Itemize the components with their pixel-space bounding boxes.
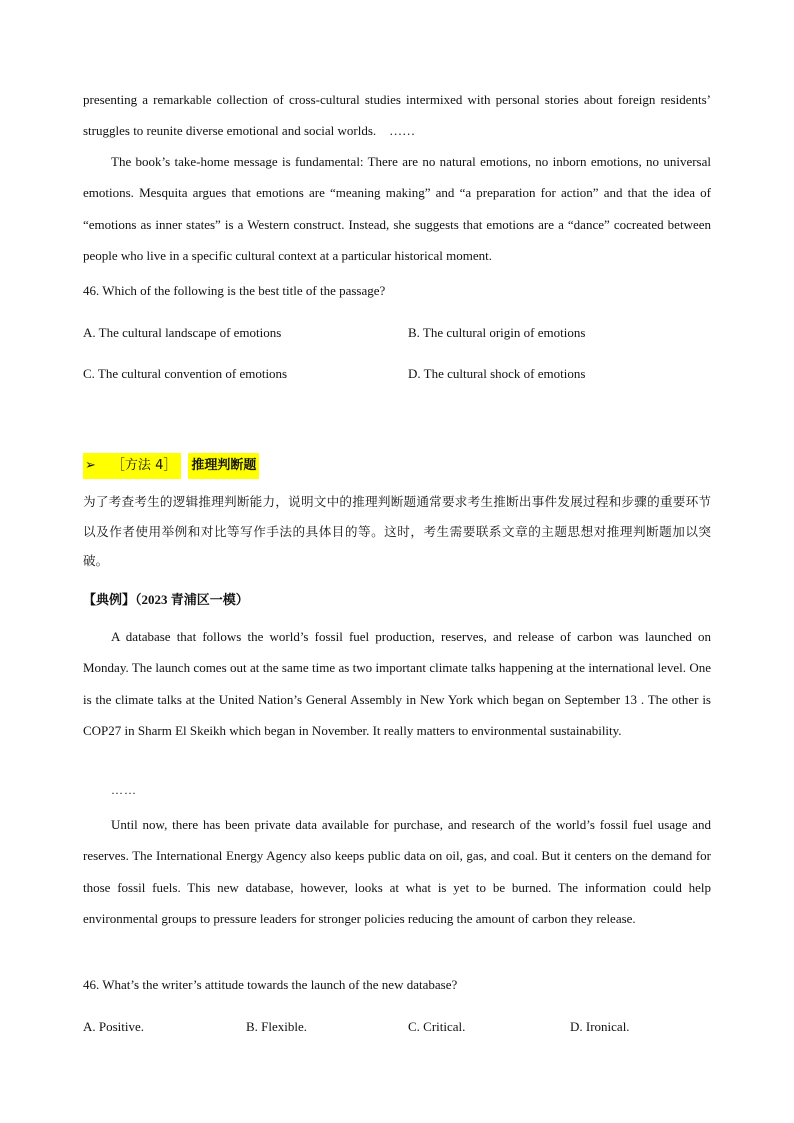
passage2-paragraph-2: Until now, there has been private data available for purchase, and research of the world’s fossil fuel usage and reserves. The International Energy Agency also keeps public data on oil, gas, and coal. But it centers on the demand for those fossil fuels. This new database, however, looks at what is yet to be burned. The information could help environmental groups to pressure leaders for stronger policies reducing the amount of carbon they release.	[83, 817, 711, 926]
question-46b-option-b: B. Flexible.	[246, 1019, 308, 1034]
ellipsis: ……	[389, 123, 416, 139]
question-46b-option-c: C. Critical.	[408, 1019, 466, 1034]
passage2-paragraph-1: A database that follows the world’s fossil fuel production, reserves, and release of carbon was launched on Monday. The launch comes out at the same time as two important climate talks happening at the international level. One is the climate talks at the United Nation’s General Assembly in New York which began on September 13 . The other is COP27 in Sharm El Skeikh which began in November. It really matters to environmental sustainability.	[83, 629, 711, 738]
question-46-option-a: A. The cultural landscape of emotions	[83, 325, 282, 340]
method-tag: ［方法 4］	[102, 453, 181, 479]
section-intro: 为了考查考生的逻辑推理判断能力，说明文中的推理判断题通常要求考生推断出事件发展过程和步骤的重要环节以及作者使用举例和对比等写作手法的具体目的等。这时，考生需要联系文章的主题思想对推理判断题加以突破。	[83, 494, 711, 568]
question-46-option-c: C. The cultural convention of emotions	[83, 366, 288, 381]
example-source: 2023 青浦区一模	[141, 592, 236, 607]
example-label: 【典例】（2023 青浦区一模）	[83, 592, 249, 608]
section-heading	[83, 452, 259, 479]
passage1-fragment: presenting a remarkable collection of cross-cultural studies intermixed with personal stories about foreign residents’ struggles to reunite diverse emotional and social worlds. ……	[83, 92, 711, 139]
question-46b-option-a: A. Positive.	[83, 1019, 145, 1034]
question-46-option-b: B. The cultural origin of emotions	[408, 325, 586, 340]
passage1-paragraph-2: The book’s take-home message is fundamental: There are no natural emotions, no inborn emotions, no universal emotions. Mesquita argues that emotions are “meaning making” and “a preparation for action” and that the idea of “emotions as inner states” is a Western construct. Instead, she suggests that emotions are a “dance” cocreated between people who live in a specific cultural context at a particular historical moment.	[83, 154, 711, 263]
arrow-bullet-icon: ➢	[83, 453, 102, 479]
question-46-option-d: D. The cultural shock of emotions	[408, 366, 586, 381]
ellipsis: ……	[111, 783, 137, 797]
question-46b-option-d: D. Ironical.	[570, 1019, 630, 1034]
section-title: 推理判断题	[188, 453, 259, 479]
question-46b-stem: 46. What’s the writer’s attitude towards the launch of the new database?	[83, 977, 458, 992]
question-46-stem: 46. Which of the following is the best title of the passage?	[83, 283, 386, 298]
